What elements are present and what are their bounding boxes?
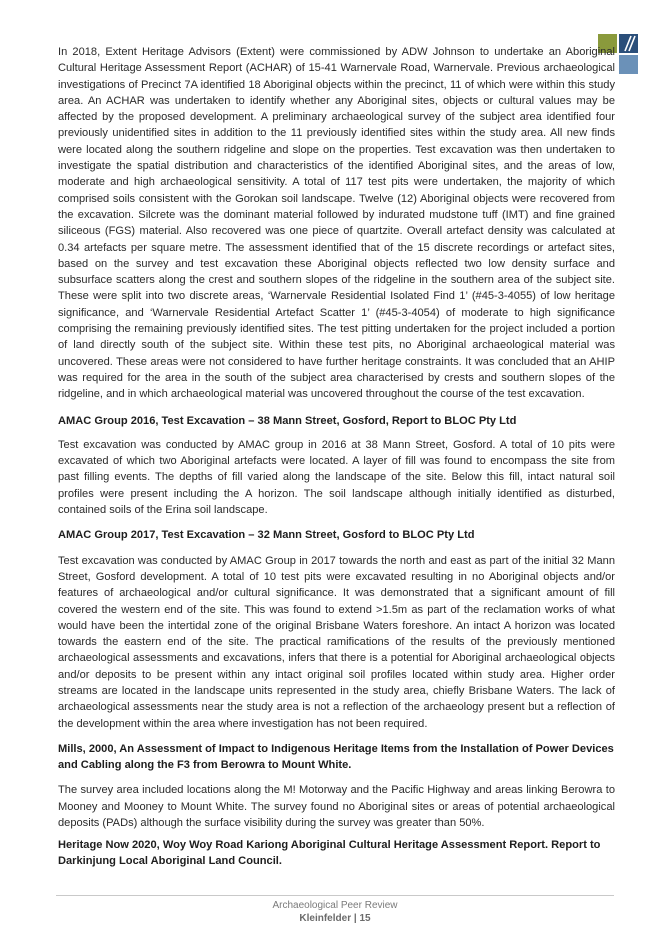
logo-navy-square xyxy=(619,34,638,53)
paragraph-amac-2016: Test excavation was conducted by AMAC group in 2016 at 38 Mann Street, Gosford. A total of 10 pits were excavated of which two Aboriginal artefacts were located. A layer of fill was found to encompass the site from past filling events. The depths of fill varied along the landscape of the site. Below this fill, intact natural soil profiles were present including the A horizon. The soil landscape although initially identified as disturbed, contained soils of the Erina soil landscape. xyxy=(58,438,615,517)
heading-heritage-now-2020: Heritage Now 2020, Woy Woy Road Kariong Aboriginal Cultural Heritage Assessment Report. Report to Darkinjung Local Aboriginal Land Council. xyxy=(58,839,601,868)
page-body xyxy=(58,44,615,831)
paragraph-amac-2017: Test excavation was conducted by AMAC Group in 2017 towards the north and east as part of the initial 32 Mann Street, Gosford development. A total of 10 test pits were excavated resulting in no Aboriginal objects and/or features of archaeological and/or cultural significance. It was demonstrated that a significant amount of fill covered the western end of the site. This was found to extend >1.5m as part of the reclamation works of what would have been the intertidal zone of the original Brisbane Waters foreshore. An intact A horizon was located towards the eastern end of the site. The practical ramifications of the results of the previously mentioned archaeological assessments and excavations, infers that there is a potential for Aboriginal archaeological objects and/or deposits to be present within any intact original soil profiles located within study area. Higher order streams are located in the landscape units represented in the study area, chiefly Brisbane Waters. The lack of archaeological assessments near the study area is not a reflection of the archaeology present but a reflection of the development within the area where investigation has not been required. xyxy=(58,554,615,730)
page-footer xyxy=(0,899,670,925)
logo-blue-square xyxy=(619,55,638,74)
paragraph-extent-2018: In 2018, Extent Heritage Advisors (Extent) were commissioned by ADW Johnson to undertake an Aboriginal Cultural Heritage Assessment Report (ACHAR) of 15-41 Warnervale Road, Warnervale. Previous archaeological investigations of Precinct 7A identified 18 Aboriginal objects within the precinct, 11 of which were within this study area. An ACHAR was undertaken to identify whether any Aboriginal sites, objects or cultural values may be affected by the proposed development. A preliminary archaeological survey of the subject area identified four previously unidentified sites in addition to the 11 previously identified sites within the study area. All new finds were located along the southern ridgeline and slope on the properties. Test excavation was then undertaken to investigate the spatial distribution and characteristics of the identified Aboriginal sites, and the areas of low, moderate and high archaeological sensitivity. A total of 117 test pits were undertaken, the majority of which comprised soils consistent with the Gorokan soil landscape. Twelve (12) Aboriginal objects were recovered from the excavation. Silcrete was the dominant material followed by indurated mudstone tuff (IMT) and fine grained siliceous (FGS) material. Also recovered was one piece of quartzite. Overall artefact density was calculated at 0.34 artefacts per square metre. The assessment identified that of the 15 discrete recordings or artefact sites, based on the survey and test excavation these Aboriginal objects reflected two low density surface and subsurface scatters along the crest and southern slopes of the ridgeline in the southern area of the subject site. These were split into two discrete areas, ‘Warnervale Residential Isolated Find 1’ (#45-3-4055) of low heritage significance, and ‘Warnervale Residential Artefact Scatter 1’ (#45-3-4054) of moderate to high significance comprising the remaining previously identified sites. The test pitting undertaken for the project included a portion of land directly south of the subject site. Within these test pits, no Aboriginal archaeological material was uncovered. These areas were not considered to have further heritage constraints. It was concluded that an AHIP was required for the area in the south of the subject area characterised by crests and southern slopes of the ridgeline, and in which archaeological material was uncovered throughout the course of the test excavation. xyxy=(58,46,615,401)
paragraph-mills-2000: The survey area included locations along the M! Motorway and the Pacific Highway and areas linking Berowra to Mooney and Mooney to Mount White. The survey found no Aboriginal sites or areas of potential archaeological deposits (PADs) although the surface visibility during the survey was greater than 50%. xyxy=(58,784,615,830)
heading-amac-2017: AMAC Group 2017, Test Excavation – 32 Mann Street, Gosford to BLOC Pty Ltd xyxy=(58,529,475,542)
footer-divider xyxy=(56,895,614,896)
heading-mills-2000: Mills, 2000, An Assessment of Impact to Indigenous Heritage Items from the Installation of Power Devices and Cabling along the F3 from Berowra to Mount White. xyxy=(58,742,614,772)
footer-page-number: Kleinfelder | 15 xyxy=(299,913,371,924)
logo-slash-icon xyxy=(619,34,638,53)
footer-doc-title: Archaeological Peer Review xyxy=(272,900,398,911)
heading-amac-2016: AMAC Group 2016, Test Excavation – 38 Mann Street, Gosford, Report to BLOC Pty Ltd xyxy=(58,414,517,427)
